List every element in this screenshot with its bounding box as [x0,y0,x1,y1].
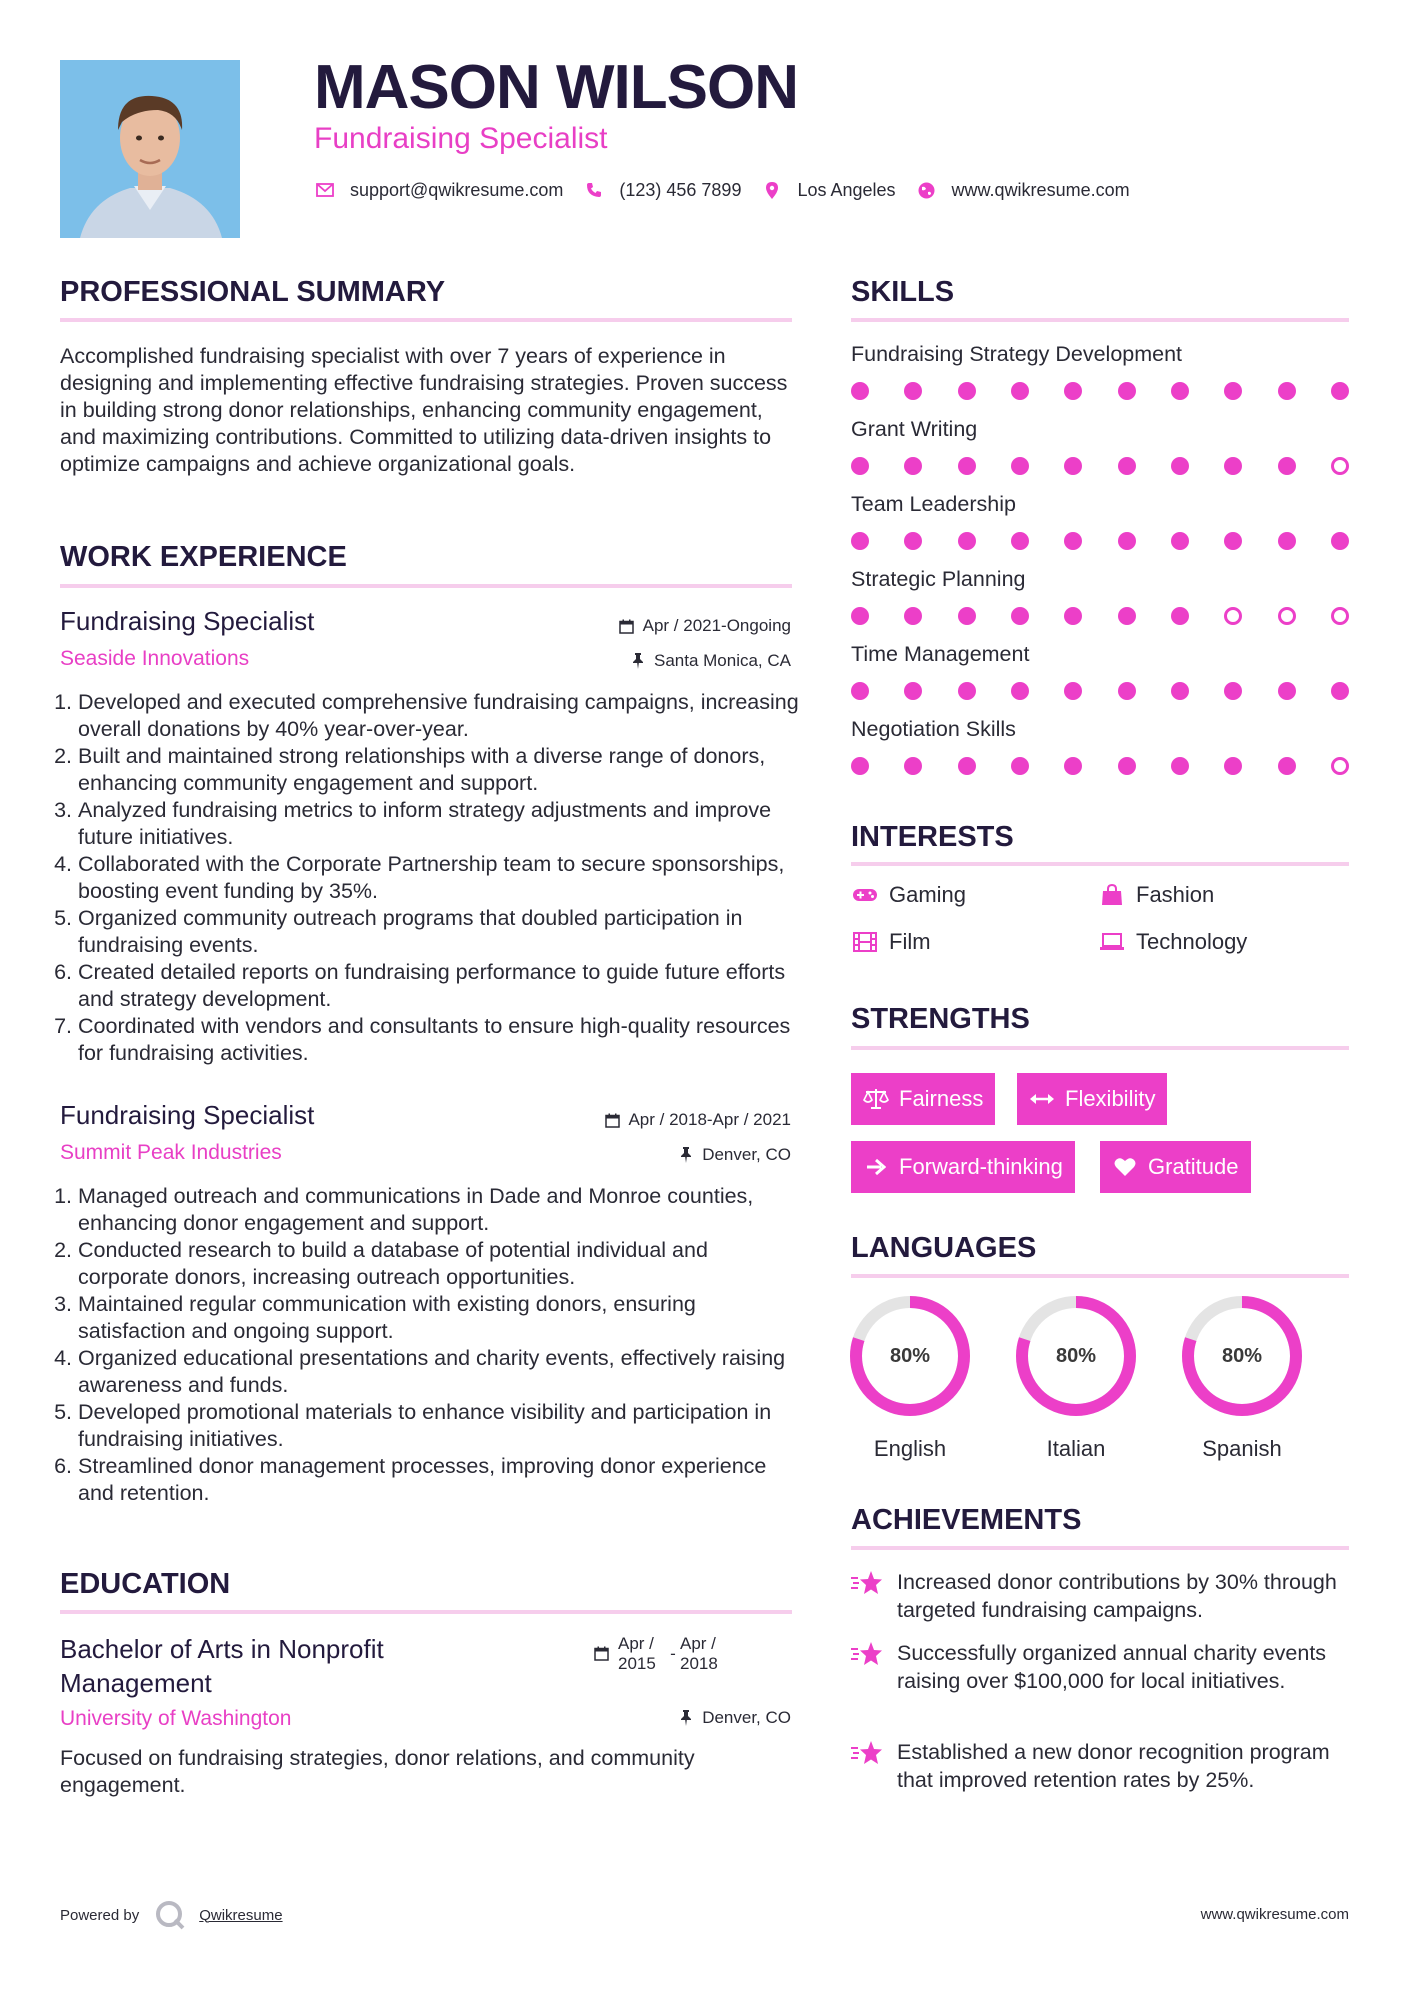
achievement-item [851,1639,1351,1695]
skill-dot-filled [1011,457,1029,475]
skill-dot-filled [1278,532,1296,550]
skill-dot-empty [1224,607,1242,625]
skill-rating [851,382,1349,402]
interest-item [1098,882,1214,908]
skill-dot-filled [1171,532,1189,550]
skill-dot-filled [958,682,976,700]
skill-dot-filled [1118,382,1136,400]
skill-dot-filled [1171,607,1189,625]
job-bullet: 3. Maintained regular communication with existing donors, ensuring satisfaction and ongoing support. [78,1291,800,1345]
language-name: Italian [1046,1436,1106,1461]
languages-divider [851,1274,1349,1278]
calendar-icon [604,1113,620,1128]
globe-icon [916,180,938,200]
skill-dot-filled [1011,682,1029,700]
balance-scale-icon [863,1088,889,1110]
skill-rating [851,532,1349,552]
contact-phone-text: (123) 456 7899 [619,179,742,200]
skill-dot-empty [1278,607,1296,625]
education-date-dash: - [670,1644,676,1663]
language-name: Spanish [1202,1436,1282,1461]
film-icon [851,932,879,952]
skill-dot-filled [1064,382,1082,400]
job-bullet: 4. Organized educational presentations and charity events, effectively raising awareness and funds. [78,1345,800,1399]
skill-name: Time Management [851,642,1030,666]
skill-dot-filled [851,457,869,475]
strengths-heading: STRENGTHS [851,1003,1030,1035]
powered-by-label: Powered by [60,1906,140,1924]
skill-rating [851,607,1349,627]
skill-dot-filled [1011,532,1029,550]
languages-heading: LANGUAGES [851,1232,1037,1264]
achievement-text: Increased donor contributions by 30% through targeted fundraising campaigns. [897,1570,1337,1622]
skill-rating [851,457,1349,477]
skill-dot-filled [1331,532,1349,550]
skill-dot-filled [1171,457,1189,475]
strength-label: Flexibility [1065,1086,1156,1111]
job-location-text: Santa Monica, CA [653,651,791,670]
skills-heading: SKILLS [851,276,955,308]
language-item [848,1294,972,1461]
calendar-icon [619,619,635,634]
experience-divider [60,584,792,588]
achievements-divider [851,1546,1349,1550]
shopping-bag-icon [1098,884,1126,906]
skill-dot-filled [1064,457,1082,475]
skill-dot-filled [1224,682,1242,700]
interest-label: Gaming [889,882,967,907]
candidate-name: MASON WILSON [314,53,798,122]
skill-dot-filled [851,757,869,775]
education-start: Apr / 2015 [618,1634,656,1673]
arrow-right-icon [863,1158,889,1176]
interest-label: Film [889,929,931,954]
skill-dot-filled [1011,382,1029,400]
achievements-heading: ACHIEVEMENTS [851,1504,1082,1536]
skill-dot-filled [958,382,976,400]
contact-phone[interactable] [583,180,741,201]
skill-name: Strategic Planning [851,567,1026,591]
job-company: Summit Peak Industries [60,1141,282,1164]
skill-name: Grant Writing [851,417,978,441]
strength-badge [1017,1073,1167,1125]
strengths-divider [851,1046,1349,1050]
skill-dot-filled [958,607,976,625]
skill-dot-empty [1331,607,1349,625]
qwikresume-logo-icon [155,1900,185,1930]
skill-dot-filled [1118,532,1136,550]
degree-title: Bachelor of Arts in Nonprofit Management [60,1634,384,1698]
language-item [1180,1294,1304,1461]
job-dates-text: Apr / 2021-Ongoing [642,616,791,635]
achievement-text: Successfully organized annual charity events raising over $100,000 for local initiatives. [897,1641,1327,1693]
language-item [1014,1294,1138,1461]
gamepad-icon [851,887,879,903]
interests-divider [851,862,1349,866]
achievement-item [851,1568,1351,1624]
education-description: Focused on fundraising strategies, donor relations, and community engagement. [60,1746,695,1797]
skill-dot-filled [1118,682,1136,700]
skill-dot-filled [958,757,976,775]
skill-dot-filled [1224,382,1242,400]
calendar-icon [594,1634,610,1661]
contact-email-text: support@qwikresume.com [350,179,564,200]
footer-powered [60,1900,283,1930]
skill-dot-filled [1278,382,1296,400]
skill-dot-filled [904,757,922,775]
experience-heading: WORK EXPERIENCE [60,541,347,573]
skill-dot-filled [1224,757,1242,775]
achievement-item [851,1738,1351,1794]
skill-dot-filled [904,607,922,625]
footer-website[interactable]: www.qwikresume.com [1200,1906,1349,1923]
arrows-horizontal-icon [1029,1092,1055,1106]
language-percent: 80% [889,1344,931,1367]
job-dates [619,616,791,636]
summary-text: Accomplished fundraising specialist with over 7 years of experience in designing and implementing effective fundraising strategies. Proven success in building strong donor relationships, enhancing community engagement, and maximizing contributions. Committed to utilizing data-driven insights to optimize campaigns and achieve organizational goals. [60,344,788,476]
heart-icon [1112,1157,1138,1177]
skill-dot-filled [1118,757,1136,775]
skill-dot-filled [904,682,922,700]
skill-dot-filled [1224,457,1242,475]
skill-dot-filled [1011,757,1029,775]
skill-dot-filled [1331,682,1349,700]
job-bullet: 6. Created detailed reports on fundraising performance to guide future efforts and strategy development. [78,959,800,1013]
skill-dot-filled [1064,532,1082,550]
map-pin-icon [761,180,783,200]
education-end: Apr / 2018 [680,1634,718,1673]
interest-item [851,929,931,955]
star-icon [851,1568,897,1624]
envelope-icon [314,180,336,200]
education-dates [594,1634,728,1674]
interest-item [1098,929,1247,955]
pushpin-icon [630,653,646,669]
skill-dot-filled [1171,757,1189,775]
skill-name: Team Leadership [851,492,1016,516]
job-location [630,651,791,671]
job-title: Fundraising Specialist [60,606,315,636]
job-bullet: 1. Developed and executed comprehensive fundraising campaigns, increasing overall donations by 40% year-over-year. [78,689,800,743]
profile-photo [60,60,240,238]
education-divider [60,1610,792,1614]
contact-bar [314,178,1150,202]
job-bullet: 5. Developed promotional materials to enhance visibility and participation in fundraising initiatives. [78,1399,800,1453]
contact-website[interactable] [916,180,1130,201]
interests-heading: INTERESTS [851,821,1014,853]
summary-heading: PROFESSIONAL SUMMARY [60,276,446,308]
strength-label: Gratitude [1148,1154,1239,1179]
education-location [678,1708,791,1728]
skill-dot-filled [958,457,976,475]
strength-badge [1100,1141,1251,1193]
contact-website-text: www.qwikresume.com [951,179,1130,200]
skill-dot-filled [904,382,922,400]
education-heading: EDUCATION [60,1568,231,1600]
language-name: English [873,1436,947,1461]
pushpin-icon [678,1710,694,1726]
job-dates-text: Apr / 2018-Apr / 2021 [628,1110,791,1129]
job-bullets [60,689,800,1067]
contact-location [761,180,895,201]
skill-dot-filled [851,532,869,550]
language-percent: 80% [1221,1344,1263,1367]
skill-dot-filled [1224,532,1242,550]
skills-divider [851,318,1349,322]
contact-location-text: Los Angeles [797,179,896,200]
job-bullet: 2. Built and maintained strong relationships with a diverse range of donors, enhancing community engagement and support. [78,743,800,797]
pushpin-icon [678,1147,694,1163]
skill-dot-filled [1118,457,1136,475]
interest-label: Technology [1136,929,1248,954]
skill-dot-filled [1064,757,1082,775]
education-school: University of Washington [60,1707,292,1730]
job-bullet: 5. Organized community outreach programs that doubled participation in fundraising events. [78,905,800,959]
education-location-text: Denver, CO [702,1708,791,1727]
job-title: Fundraising Specialist [60,1100,315,1130]
strength-badge [851,1073,995,1125]
skill-name: Fundraising Strategy Development [851,342,1183,366]
skill-dot-filled [1278,682,1296,700]
job-bullet: 7. Coordinated with vendors and consultants to ensure high-quality resources for fundraising activities. [78,1013,800,1067]
interest-label: Fashion [1136,882,1215,907]
skill-dot-filled [851,682,869,700]
strength-label: Fairness [899,1086,984,1111]
laptop-icon [1098,933,1126,951]
job-bullet: 2. Conducted research to build a database of potential individual and corporate donors, increasing outreach opportunities. [78,1237,800,1291]
skill-dot-filled [904,532,922,550]
skill-name: Negotiation Skills [851,717,1016,741]
skill-rating [851,757,1349,777]
candidate-title: Fundraising Specialist [314,122,608,155]
job-company: Seaside Innovations [60,647,250,670]
job-bullet: 3. Analyzed fundraising metrics to inform strategy adjustments and improve future initiatives. [78,797,800,851]
job-location-text: Denver, CO [702,1145,791,1164]
interest-item [851,882,966,908]
skill-rating [851,682,1349,702]
language-percent: 80% [1055,1344,1097,1367]
job-dates [604,1110,791,1130]
job-bullets [60,1183,800,1507]
skill-dot-filled [1331,382,1349,400]
skill-dot-filled [851,607,869,625]
phone-icon [583,180,605,200]
star-icon [851,1738,897,1794]
qwikresume-link[interactable]: Qwikresume [199,1906,283,1924]
strength-label: Forward-thinking [899,1154,1063,1179]
summary-divider [60,318,792,322]
skill-dot-filled [1064,607,1082,625]
skill-dot-filled [851,382,869,400]
skill-dot-filled [1011,607,1029,625]
skill-dot-filled [904,457,922,475]
job-location [678,1145,791,1165]
job-bullet: 4. Collaborated with the Corporate Partnership team to secure sponsorships, boosting event funding by 35%. [78,851,800,905]
skill-dot-empty [1331,757,1349,775]
skill-dot-filled [1118,607,1136,625]
skill-dot-empty [1331,457,1349,475]
job-bullet: 6. Streamlined donor management processes, improving donor experience and retention. [78,1453,800,1507]
skill-dot-filled [1171,382,1189,400]
skill-dot-filled [1171,682,1189,700]
achievement-text: Established a new donor recognition program that improved retention rates by 25%. [897,1740,1330,1792]
skill-dot-filled [1278,457,1296,475]
strength-badge [851,1141,1075,1193]
skill-dot-filled [1064,682,1082,700]
job-bullet: 1. Managed outreach and communications in Dade and Monroe counties, enhancing donor engagement and support. [78,1183,800,1237]
skill-dot-filled [1278,757,1296,775]
star-icon [851,1639,897,1695]
contact-email[interactable] [314,180,563,201]
skill-dot-filled [958,532,976,550]
